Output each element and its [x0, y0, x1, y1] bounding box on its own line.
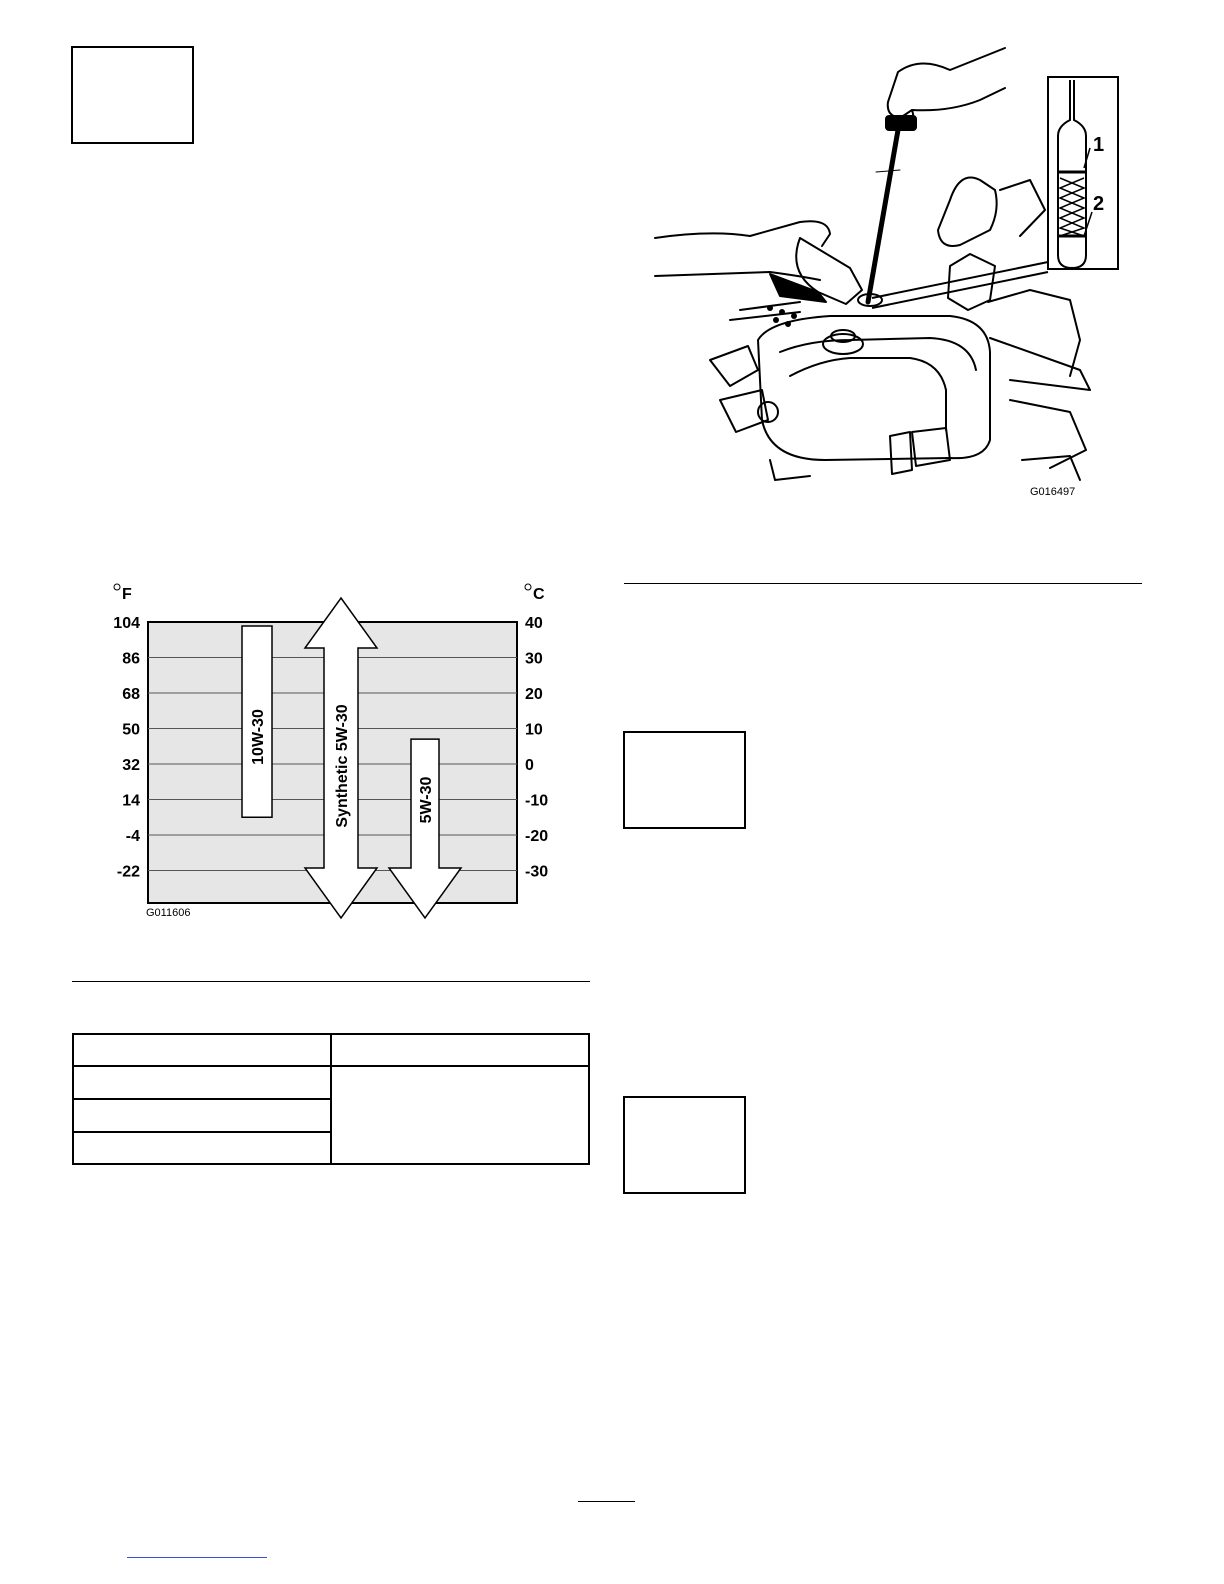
specification-table [72, 1033, 590, 1165]
callout-1: 1 [1093, 134, 1105, 156]
degree-symbol-c [525, 584, 531, 590]
figure-id-g011606: G011606 [146, 907, 191, 919]
tick-label-celsius: 20 [525, 686, 543, 703]
tick-label-fahrenheit: -4 [125, 828, 140, 845]
series-mark-1 [242, 626, 272, 817]
table-cell-row1-left [74, 1067, 332, 1100]
dipstick-shaft [868, 130, 898, 302]
dipstick-cap [886, 116, 916, 130]
notice-box-right-bottom [623, 1096, 746, 1194]
tick-label-fahrenheit: 86 [122, 650, 140, 668]
notice-box-top-left [71, 46, 194, 144]
footer-link-underline [127, 1557, 267, 1558]
tick-label-fahrenheit: 68 [122, 686, 140, 703]
fill-plug [823, 334, 863, 354]
tick-label-fahrenheit: 104 [113, 615, 140, 632]
tick-label-celsius: -10 [525, 792, 549, 810]
table-cell-row3-left [74, 1133, 332, 1163]
table-cell-merged-right [332, 1067, 588, 1163]
viscosity-chart [100, 580, 560, 930]
notice-box-right-middle [623, 731, 746, 829]
series-label: Synthetic 5W-30 [334, 704, 351, 828]
rule-right-column [624, 583, 1142, 584]
engine-body [758, 316, 990, 460]
dipstick-illustration [650, 40, 1130, 510]
tick-label-fahrenheit: 50 [122, 721, 140, 739]
callout-2: 2 [1093, 193, 1105, 215]
upper-hand-outline [888, 48, 1005, 118]
tick-label-celsius: 40 [525, 615, 543, 632]
figure-id-g016497: G016497 [1030, 486, 1076, 498]
table-header-right [332, 1035, 588, 1067]
degree-symbol-f [114, 584, 120, 590]
tick-label-celsius: -20 [525, 828, 549, 845]
table-cell-row2-left [74, 1100, 332, 1133]
tick-label-celsius: 10 [525, 721, 543, 739]
rule-left-column [72, 981, 590, 982]
inset-leader-lower [872, 272, 1048, 308]
series-label: 10W-30 [250, 709, 267, 765]
lower-hand-outline [655, 221, 830, 246]
series-label: 5W-30 [418, 776, 435, 824]
tick-label-fahrenheit: 32 [122, 757, 140, 774]
celsius-unit: C [533, 586, 545, 603]
page-number-rule [578, 1501, 635, 1502]
tick-label-celsius: 0 [525, 757, 534, 774]
table-header-left [74, 1035, 332, 1067]
tick-label-fahrenheit: 14 [122, 792, 140, 810]
tick-label-fahrenheit: -22 [116, 863, 140, 881]
tick-label-celsius: -30 [525, 863, 549, 881]
tick-label-celsius: 30 [525, 650, 543, 668]
fahrenheit-unit: F [122, 586, 132, 603]
